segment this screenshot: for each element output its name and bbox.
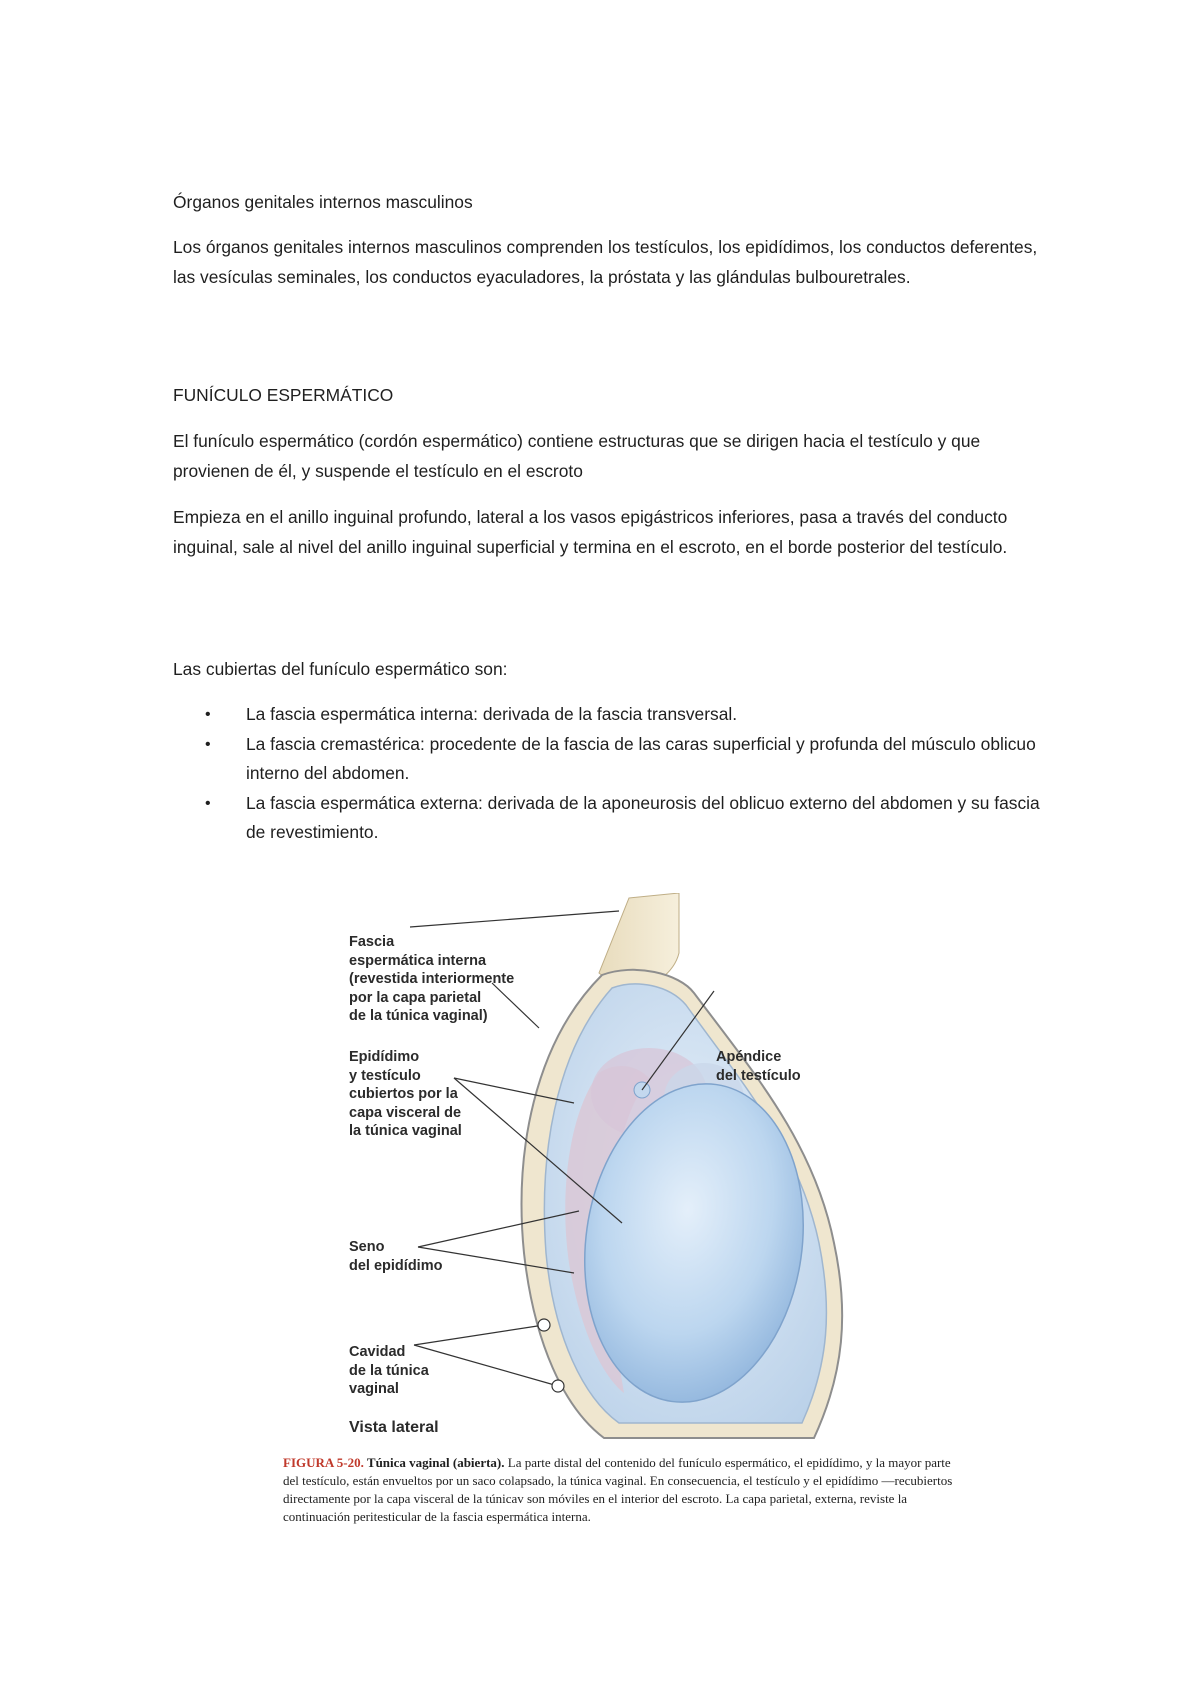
caption-title: Túnica vaginal (abierta). <box>363 1455 505 1470</box>
list-item: • La fascia cremastérica: procedente de la fascia de las caras superficial y profunda del músculo oblicuo interno del abdomen. <box>173 730 1053 789</box>
leader-fascia <box>410 911 619 927</box>
intro-paragraph: Los órganos genitales internos masculinos comprenden los testículos, los epidídimos, los conductos deferentes, las vesículas seminales, los conductos eyaculadores, la próstata y las glándulas bulbouretrales. <box>173 237 1038 287</box>
list-lead: Las cubiertas del funículo espermático son: <box>173 659 508 679</box>
caption-figure-number: FIGURA 5-20. <box>283 1455 364 1470</box>
paragraph-course: Empieza en el anillo inguinal profundo, lateral a los vasos epigástricos inferiores, pasa a través del conducto inguinal, sale al nivel del anillo inguinal superficial y termina en el escroto, en el borde posterior del testículo. <box>173 507 1008 557</box>
cavity-marker-1 <box>538 1319 550 1331</box>
document-title: Órganos genitales internos masculinos <box>173 192 473 212</box>
coverings-list <box>173 700 1053 848</box>
cavity-marker-2 <box>552 1380 564 1392</box>
bullet-icon: • <box>205 735 211 753</box>
label-fascia: Fascia espermática interna (revestida interiormente por la capa parietal de la túnica vaginal) <box>349 934 515 1024</box>
label-cavidad: Cavidad de la túnica vaginal <box>349 1344 429 1397</box>
section-heading: FUNÍCULO ESPERMÁTICO <box>173 385 394 405</box>
paragraph-definition: El funículo espermático (cordón espermático) contiene estructuras que se dirigen hacia el testículo y que provienen de él, y suspende el testículo en el escroto <box>173 431 981 481</box>
bullet-icon: • <box>205 706 211 723</box>
label-epididimo: Epidídimo y testículo cubiertos por la capa visceral de la túnica vaginal <box>349 1049 462 1139</box>
tunica-vaginal-figure <box>349 893 870 1453</box>
bullet-icon: • <box>205 794 211 812</box>
list-item: • La fascia espermática externa: derivada de la aponeurosis del oblicuo externo del abdomen y su fascia de revestimiento. <box>173 789 1053 848</box>
leader-cavidad-1 <box>414 1325 544 1345</box>
list-item: • La fascia espermática interna: derivada de la fascia transversal. <box>173 700 1053 730</box>
leader-cavidad-2 <box>414 1345 558 1386</box>
label-apendice: Apéndice del testículo <box>716 1049 801 1084</box>
figure-caption <box>283 1454 953 1526</box>
label-view: Vista lateral <box>349 1419 439 1436</box>
caption-text: La parte distal del contenido del funículo espermático, el epidídimo, y la mayor parte del testículo, están envueltos por un saco colapsado, la túnica vaginal. En consecuencia, el testículo y el epidídimo —recubiertos directamente por la capa visceral de la túnicav son móviles en el interior del escroto. La capa parietal, externa, reviste la continuación peritesticular de la fascia espermática interna. <box>283 1455 953 1524</box>
label-seno: Seno del epidídimo <box>349 1239 443 1274</box>
